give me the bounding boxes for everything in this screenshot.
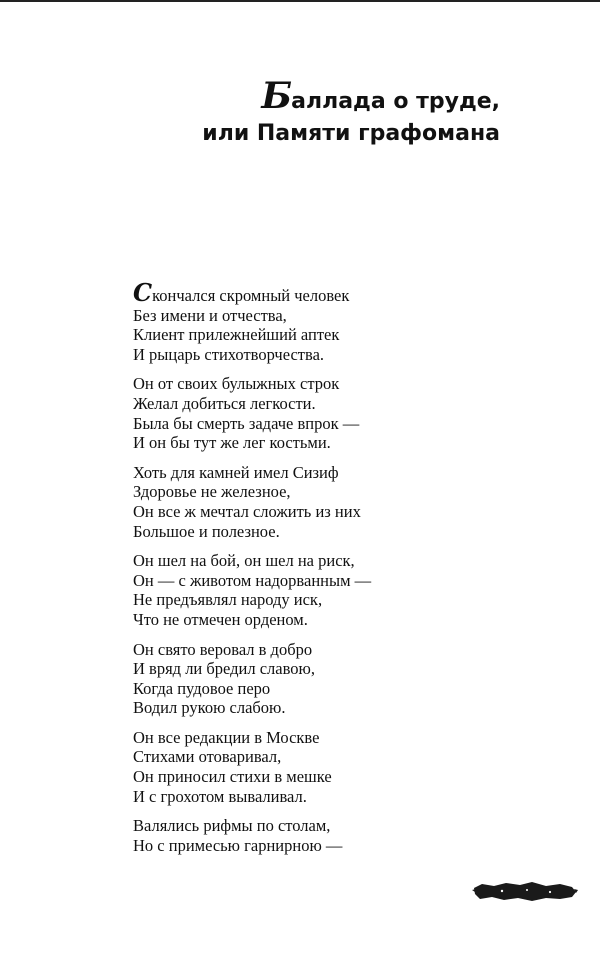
poem-line: Он приносил стихи в мешке [133,767,332,787]
poem-line: Он шел на бой, он шел на риск, [133,551,355,571]
poem-line: Водил рукою слабою. [133,698,286,718]
poem-line: Клиент прилежнейший аптек [133,325,340,345]
poem-line: И с грохотом вываливал. [133,786,307,806]
poem-title [202,75,500,150]
poem-line: И он бы тут же лег костьми. [133,433,331,453]
poem-line: Он — с животом надорванным — [133,570,372,590]
title-line-1-text: аллада о труде, [291,89,500,114]
stanza-5 [133,640,371,718]
poem-drop-cap: С [133,278,153,307]
poem-line: Но с примесью гарнирною — [133,835,343,855]
poem-line: Здоровье не железное, [133,482,291,502]
poem-line: Что не отмечен орденом. [133,609,308,629]
poem-line: Он от своих булыжных строк [133,374,340,394]
poem-line: Он все ж мечтал сложить из них [133,501,361,521]
poem-line: Он все редакции в Москве [133,727,320,747]
poem-line: Когда пудовое перо [133,678,271,698]
top-border-rule [0,0,600,2]
stanza-7 [133,816,371,855]
poem-line: Была бы смерть задаче впрок — [133,413,360,433]
poem-line: Желал добиться легкости. [133,393,316,413]
stanza-4 [133,551,371,629]
stanza-2 [133,374,371,452]
stanza-3 [133,463,371,541]
poem-line: И рыцарь стихотворчества. [133,344,325,364]
title-drop-cap: Б [261,75,292,117]
poem-line [133,278,371,307]
poem-line: Стихами отоваривал, [133,747,282,767]
stanza-6 [133,728,371,806]
poem-line: Хоть для камней имел Сизиф [133,462,339,482]
poem-line: Валялись рифмы по столам, [133,816,331,836]
stanza-1 [133,278,371,364]
poem-body [133,278,372,865]
poem-line: Без имени и отчества, [133,305,287,325]
poem-line: Большое и полезное. [133,521,280,541]
title-line-2: или Памяти графомана [202,121,500,146]
poem-line: И вряд ли бредил славою, [133,659,315,679]
poem-line: Он свято веровал в добро [133,639,313,659]
poem-line: Не предъявлял народу иск, [133,590,323,610]
poem-line-text: кончался скромный человек [152,286,350,305]
ink-smudge-decoration [472,878,578,904]
title-line-1 [202,75,500,118]
